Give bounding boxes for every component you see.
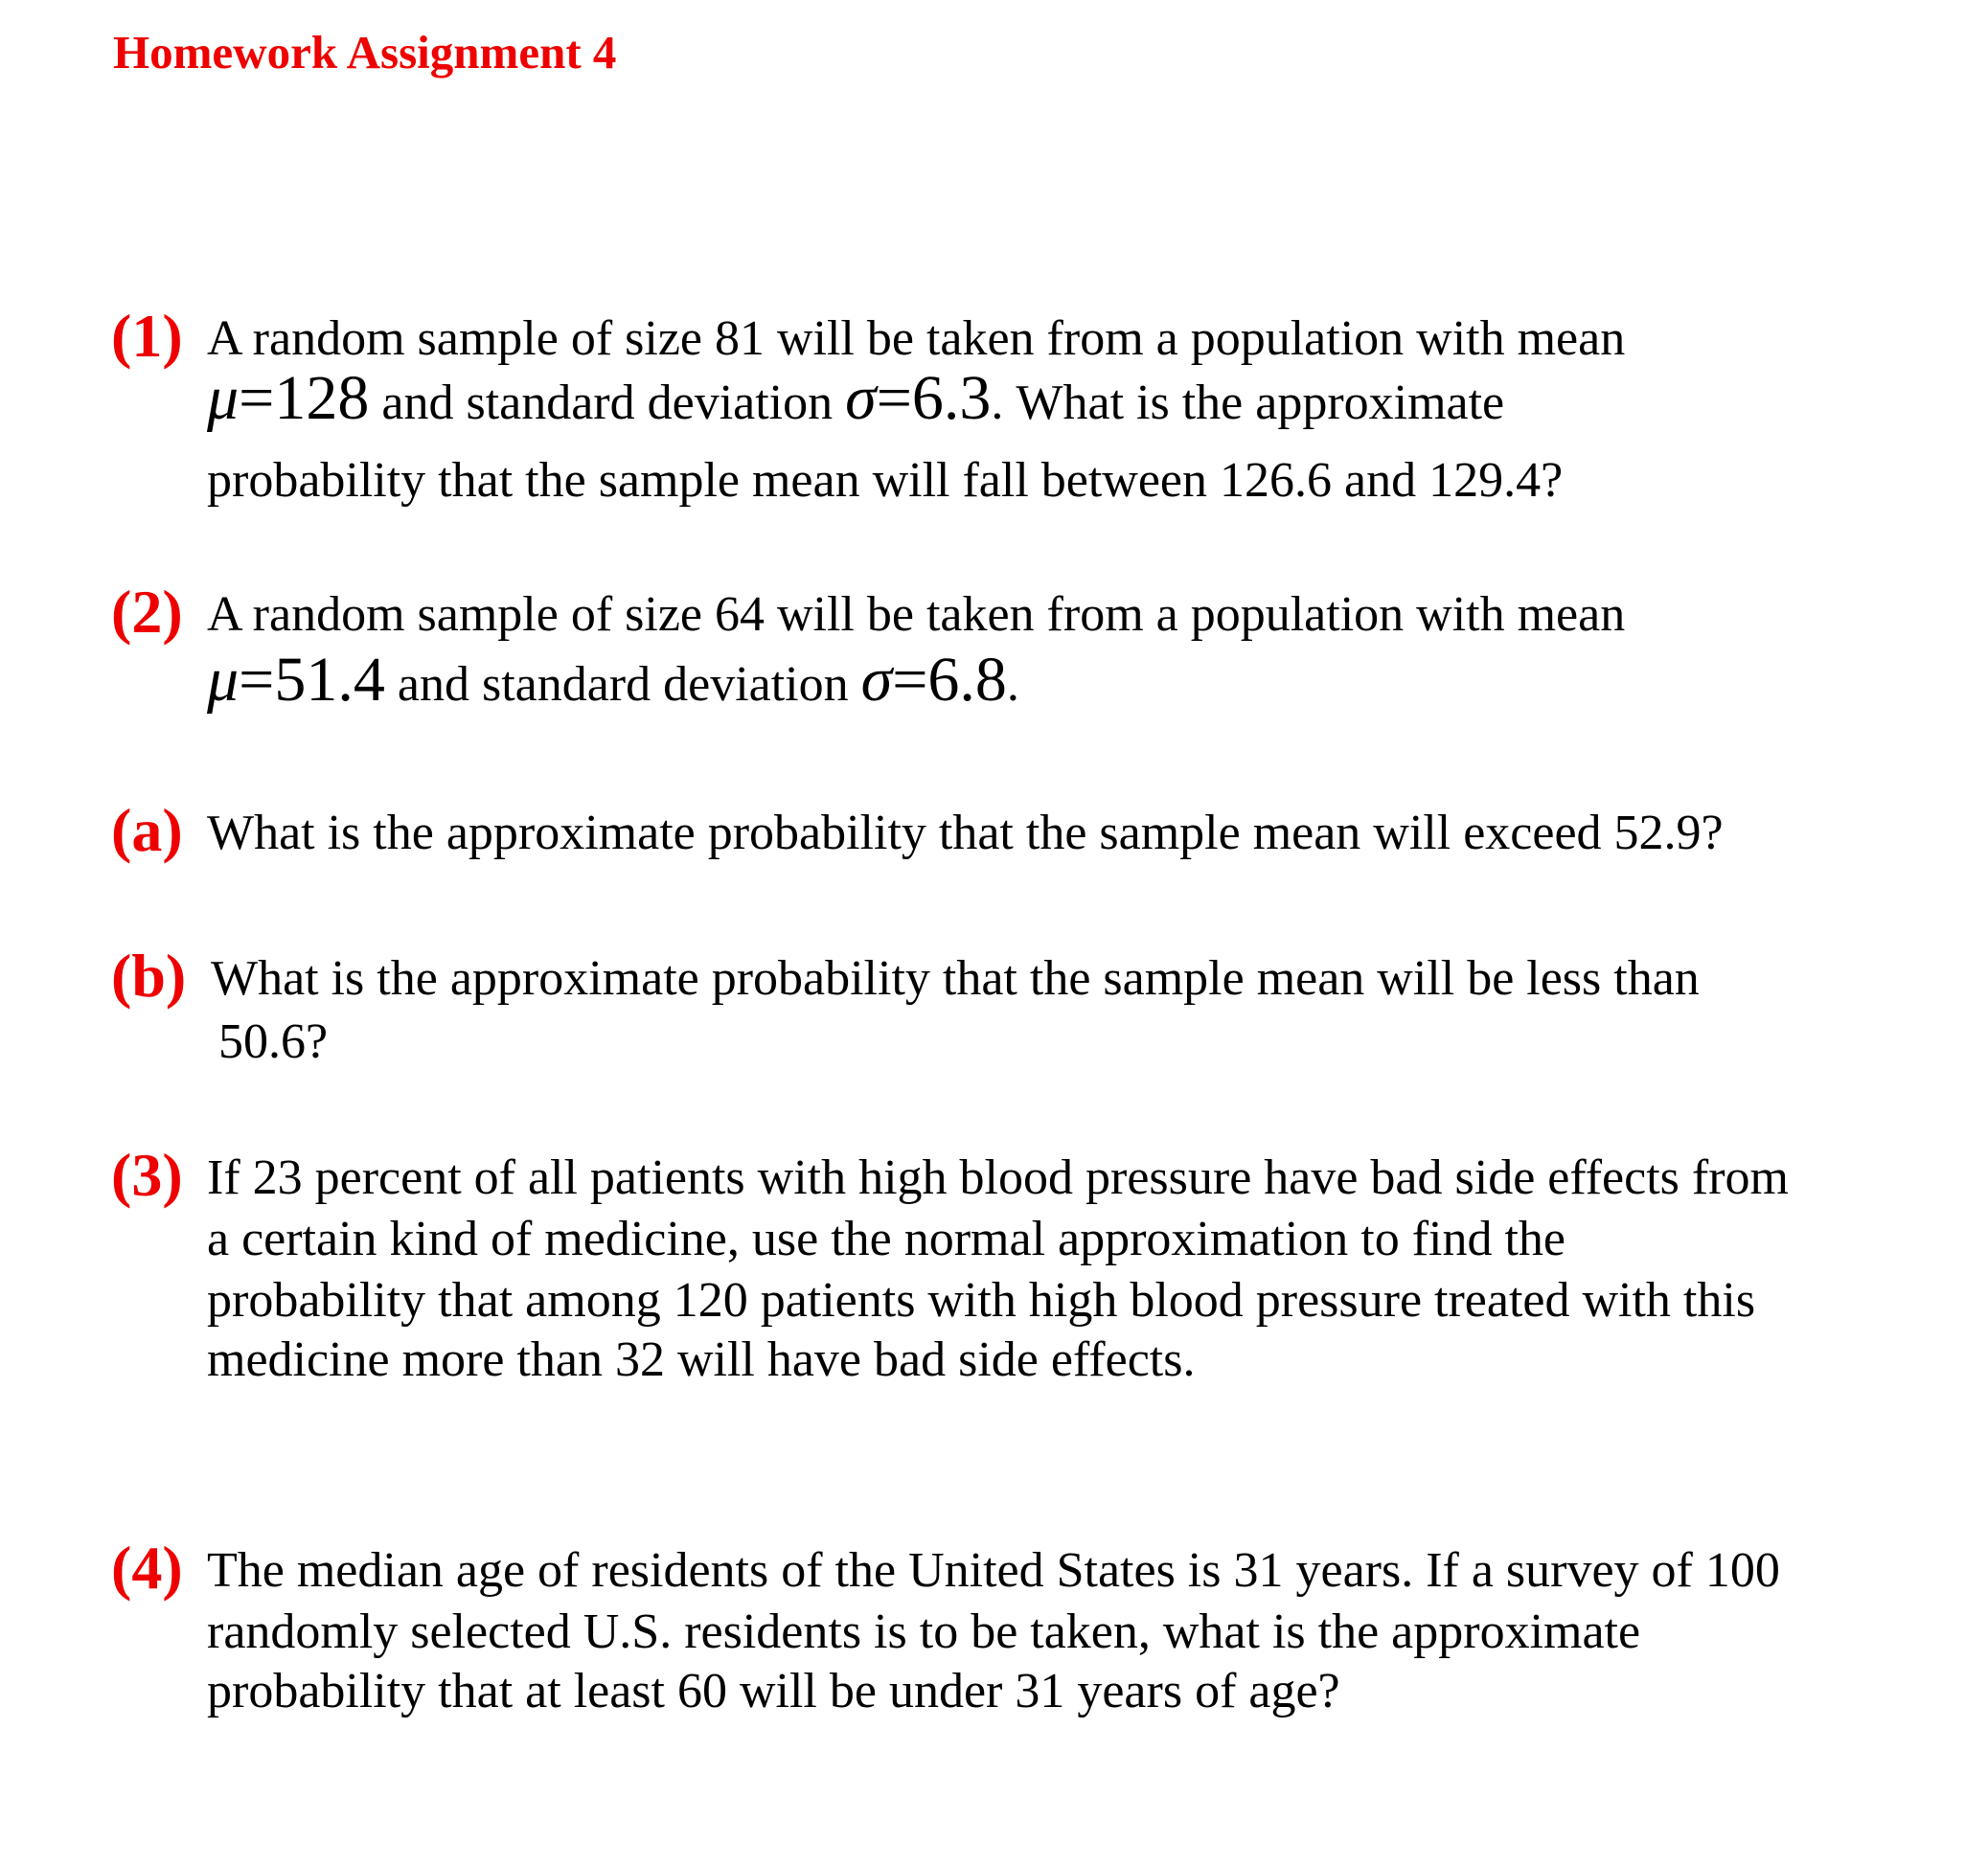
problem-number: (1)	[111, 302, 183, 370]
problem-2-line-2-end: .	[1006, 657, 1019, 712]
sigma-symbol: σ	[860, 645, 893, 715]
problem-number: (a)	[111, 796, 183, 864]
problem-1-line-2-end: . What is the approximate	[991, 375, 1505, 430]
problem-3-line-1: If 23 percent of all patients with high blood pressure have bad side effects from	[207, 1150, 1789, 1205]
mu-value: =51.4	[239, 645, 385, 715]
page-title: Homework Assignment 4	[113, 26, 617, 79]
sigma-value: =6.8	[892, 645, 1007, 715]
problem-2-line-1: A random sample of size 64 will be taken from a population with mean	[207, 587, 1626, 642]
problem-4-line-1: The median age of residents of the United States is 31 years. If a survey of 100	[207, 1543, 1780, 1598]
problem-1-line-3: probability that the sample mean will fall between 126.6 and 129.4?	[207, 453, 1564, 508]
problem-3-line-2: a certain kind of medicine, use the normal approximation to find the	[207, 1212, 1566, 1266]
problem-number: (b)	[111, 942, 187, 1010]
mu-value: =128	[239, 363, 370, 433]
problem-1-line-1: A random sample of size 81 will be taken from a population with mean	[207, 311, 1626, 366]
problem-number: (2)	[111, 578, 183, 646]
problem-1-mid-text: and standard deviation	[369, 375, 846, 430]
problem-number: (4)	[111, 1534, 183, 1602]
problem-1-line-2	[207, 363, 1505, 433]
problem-2a-line-1: What is the approximate probability that the sample mean will exceed 52.9?	[207, 806, 1724, 860]
mu-symbol: μ	[207, 645, 240, 715]
problem-4-line-3: probability that at least 60 will be under 31 years of age?	[207, 1664, 1340, 1718]
problem-2b-line-1: What is the approximate probability that the sample mean will be less than	[211, 951, 1700, 1006]
problem-2-line-2	[207, 645, 1019, 715]
problem-2b-line-2: 50.6?	[218, 1014, 329, 1069]
problem-3-line-3: probability that among 120 patients with high blood pressure treated with this	[207, 1273, 1756, 1328]
problem-number: (3)	[111, 1141, 183, 1209]
sigma-value: =6.3	[876, 363, 992, 433]
problem-3-line-4: medicine more than 32 will have bad side effects.	[207, 1332, 1196, 1387]
problem-4-line-2: randomly selected U.S. residents is to be taken, what is the approximate	[207, 1604, 1641, 1659]
mu-symbol: μ	[207, 363, 240, 433]
problem-2-mid-text: and standard deviation	[384, 657, 861, 712]
sigma-symbol: σ	[845, 363, 877, 433]
